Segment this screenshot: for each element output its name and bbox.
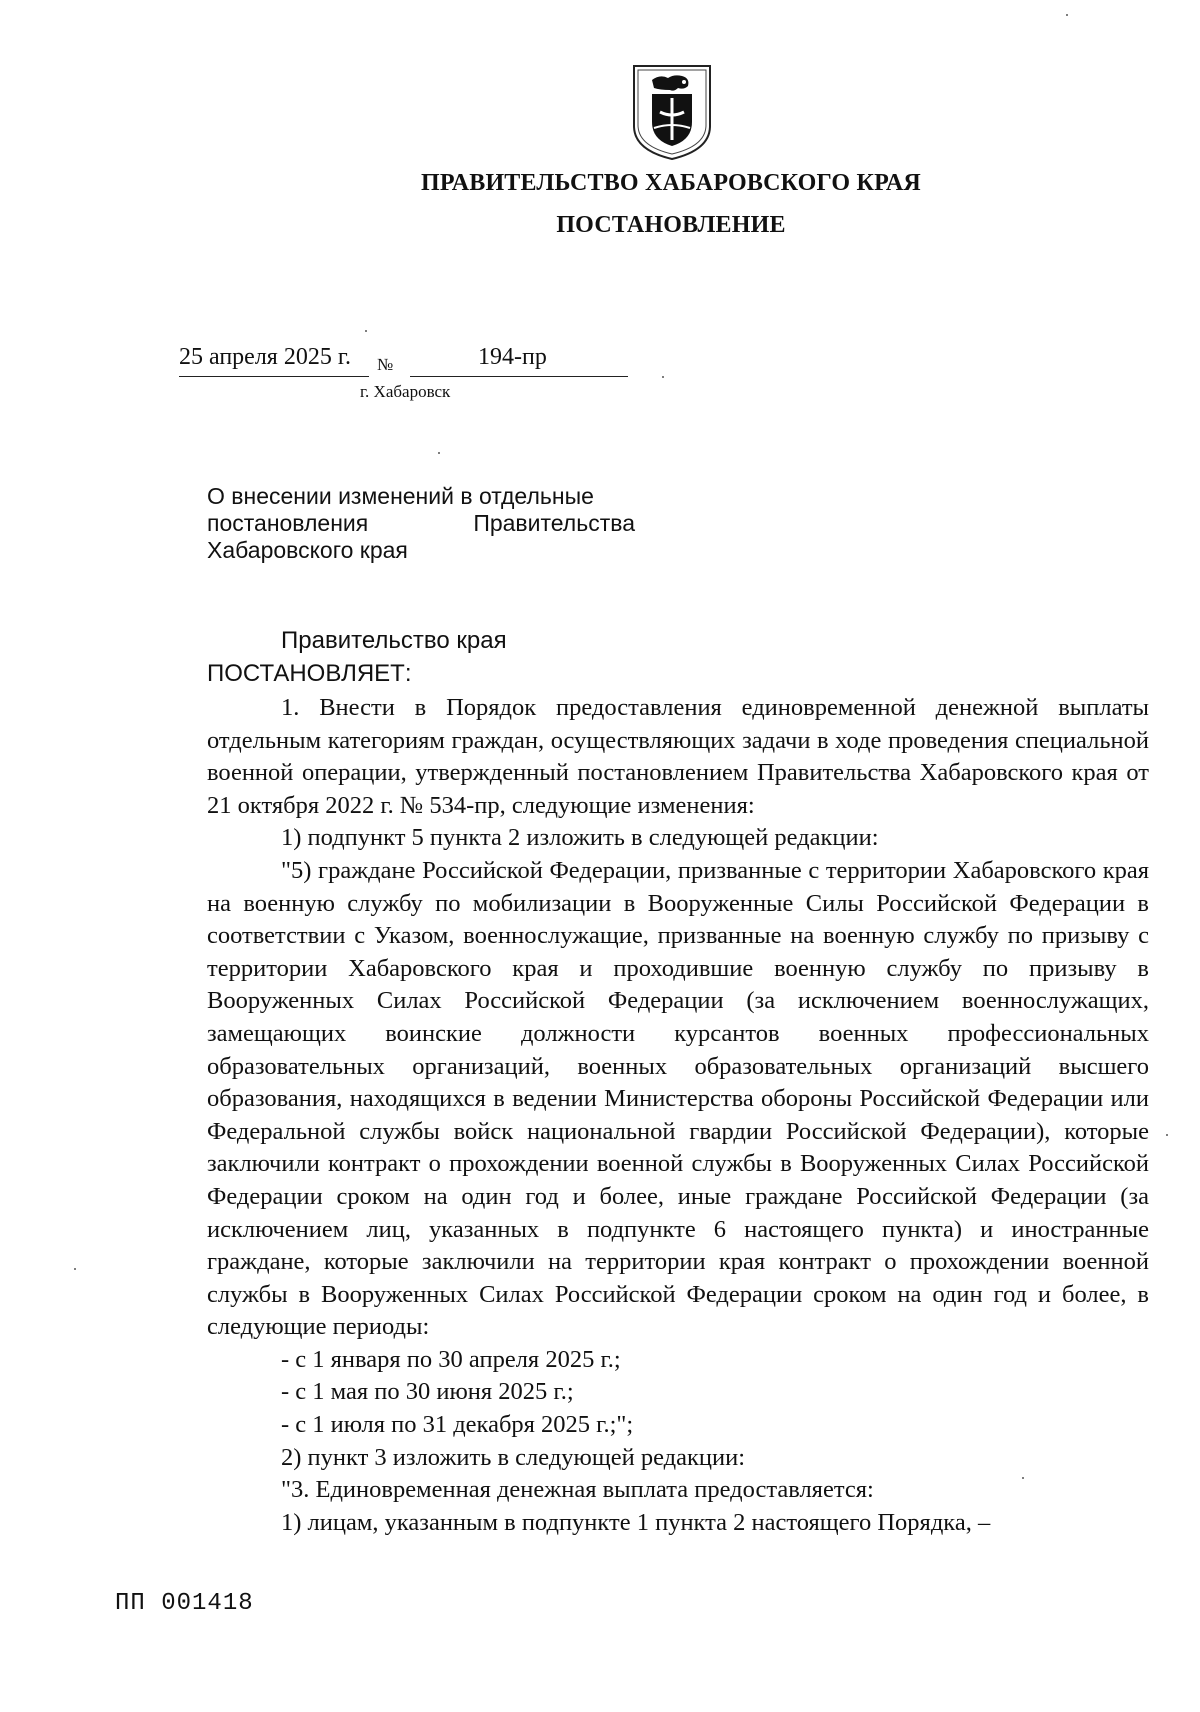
scan-speck xyxy=(438,452,440,454)
body-period-1: - с 1 января по 30 апреля 2025 г.; xyxy=(281,1345,621,1373)
number-underline xyxy=(410,376,628,377)
date-underline xyxy=(179,376,369,377)
number-sign: № xyxy=(377,355,394,374)
body-paragraph-3: "5) граждане Российской Федерации, призванные с территории Хабаровского края на военную службу по мобилизации в Вооруженные Силы Российской Федерации в соответствии с Указом, военнослужащие, призванные на военную службу по призыву с территории Хабаровского края и проходившие военную службу по призыву в Вооруженных Силах Российской Федерации (за исключением военнослужащих, замещающих воинские должности курсантов военных профессиональных образовательных организаций, военных образовательных организаций высшего образования, находящихся в ведении Министерства обороны Российской Федерации или Федеральной службы войск национальной гвардии Российской Федерации), которые заключили контракт о прохождении военной службы в Вооруженных Силах Российской Федерации сроком на один год и более, иные граждане Российской Федерации (за исключением лиц, указанных в подпункте 6 настоящего пункта) и иностранные граждане, которые заключили на территории края контракт о прохождении военной службы в Вооруженных Силах Российской Федерации сроком на один год и более, в следующие периоды: xyxy=(207,856,1149,1341)
body-paragraph-4: 2) пункт 3 изложить в следующей редакции: xyxy=(281,1443,746,1471)
coat-of-arms-icon xyxy=(630,62,714,162)
subject-line-3: Хабаровского края xyxy=(207,537,408,563)
body-paragraph-1: 1. Внести в Порядок предоставления единовременной денежной выплаты отдельным категориям граждан, осуществляющих задачи в ходе проведения специальной военной операции, утвержденный постановлением Правительства Хабаровского края от 21 октября 2022 г. № 534-пр, следующие изменения: xyxy=(207,694,1149,819)
scan-speck xyxy=(1022,1477,1024,1479)
body-paragraph-5: "3. Единовременная денежная выплата предоставляется: xyxy=(281,1476,874,1504)
document-date: 25 апреля 2025 г. xyxy=(179,344,351,370)
body-paragraph-2: 1) подпункт 5 пункта 2 изложить в следующей редакции: xyxy=(281,824,879,852)
document-subject xyxy=(207,483,637,564)
subject-line-2 xyxy=(207,510,635,537)
scan-speck xyxy=(662,376,664,378)
subject-line-1: О внесении изменений в отдельные xyxy=(207,483,594,509)
scan-speck xyxy=(1166,1134,1168,1136)
preamble-line-2: ПОСТАНОВЛЯЕТ: xyxy=(207,660,412,687)
body-period-3: - с 1 июля по 31 декабря 2025 г.;"; xyxy=(281,1411,634,1439)
body-paragraph-6: 1) лицам, указанным в подпункте 1 пункта 2 настоящего Порядка, – xyxy=(281,1508,991,1536)
body-period-2: - с 1 мая по 30 июня 2025 г.; xyxy=(281,1378,574,1406)
document-number: 194-пр xyxy=(478,344,547,370)
footer-code: ПП 001418 xyxy=(115,1590,254,1617)
preamble xyxy=(207,624,507,690)
document-city: г. Хабаровск xyxy=(360,382,451,401)
document-kind: ПОСТАНОВЛЕНИЕ xyxy=(556,212,786,238)
subject-line-2-left: постановления xyxy=(207,510,369,536)
government-title: ПРАВИТЕЛЬСТВО ХАБАРОВСКОГО КРАЯ xyxy=(421,170,921,196)
scan-speck xyxy=(365,330,367,332)
preamble-line-1: Правительство края xyxy=(281,627,507,654)
scan-speck xyxy=(1066,14,1068,16)
subject-line-2-right: Правительства xyxy=(473,510,635,536)
document-body xyxy=(207,692,1149,1539)
scan-speck xyxy=(74,1268,76,1270)
